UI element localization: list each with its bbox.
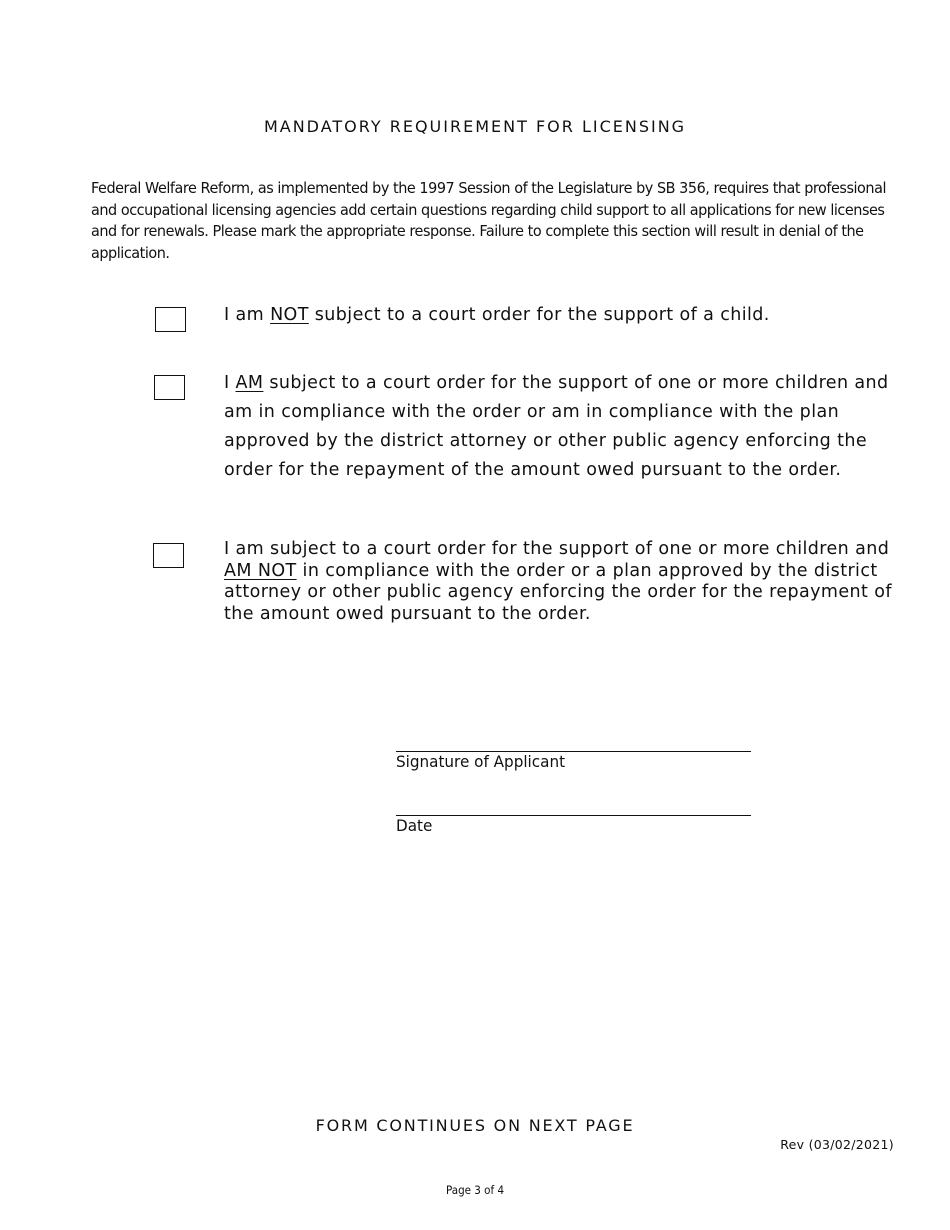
option-emphasis: AM	[235, 373, 264, 393]
checkbox-in-compliance[interactable]	[154, 375, 185, 400]
option-in-compliance	[224, 369, 914, 485]
page-number: Page 3 of 4	[445, 1183, 505, 1197]
signature-label: Signature of Applicant	[396, 752, 566, 771]
checkbox-not-in-compliance[interactable]	[153, 543, 184, 568]
date-label: Date	[396, 816, 433, 835]
option-text-pre: I	[224, 373, 236, 393]
option-text-post: subject to a court order for the support of one or more children and am in compliance with the order or am in compliance with the plan approved by the district attorney or other public agency enforcing the order for the repayment of the amount owed pursuant to the order.	[224, 373, 889, 480]
form-title: MANDATORY REQUIREMENT FOR LICENSING	[263, 117, 687, 136]
option-not-in-compliance	[224, 539, 914, 625]
revision-date: Rev (03/02/2021)	[780, 1137, 894, 1152]
option-not-subject	[224, 305, 924, 325]
option-emphasis: NOT	[270, 305, 309, 325]
option-text-pre: I am	[224, 305, 271, 325]
option-emphasis: AM NOT	[224, 560, 297, 581]
date-line[interactable]	[396, 815, 751, 816]
option-text-post: in compliance with the order or a plan approved by the district attorney or other public agency enforcing the order for the repayment of the amount owed pursuant to the order.	[224, 560, 892, 624]
option-text-post: subject to a court order for the support of a child.	[308, 305, 770, 325]
intro-paragraph: Federal Welfare Reform, as implemented by the 1997 Session of the Legislature by SB 356, requires that professional and occupational licensing agencies add certain questions regarding child support to all applications for new licenses and for renewals. Please mark the appropriate response. Failure to complete this section will result in denial of the application.	[91, 179, 886, 262]
form-continues-note: FORM CONTINUES ON NEXT PAGE	[315, 1116, 635, 1135]
checkbox-not-subject[interactable]	[155, 307, 186, 332]
option-text-pre: I am subject to a court order for the support of one or more children and	[224, 539, 890, 559]
